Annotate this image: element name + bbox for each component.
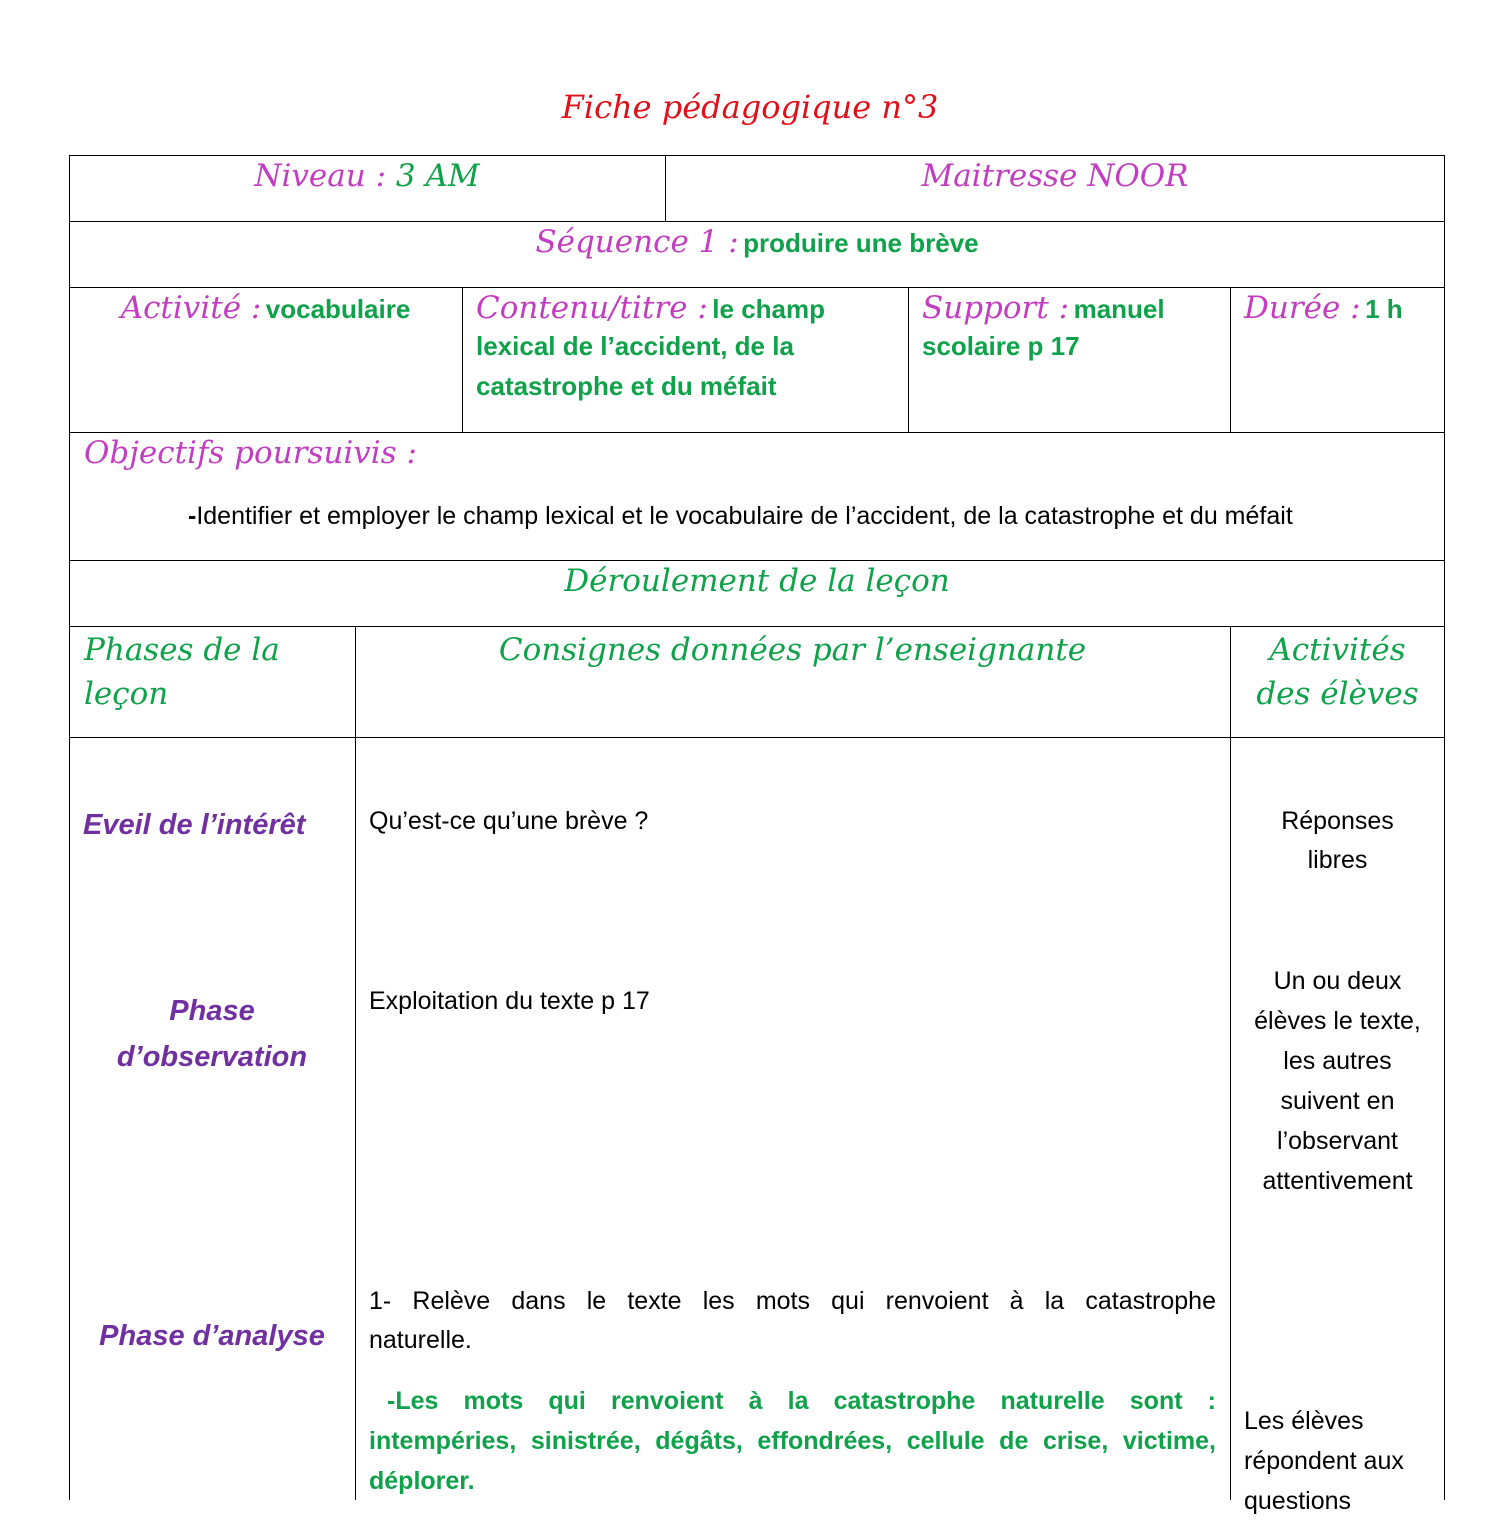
divider-phases bbox=[355, 626, 356, 1500]
niveau-cell bbox=[69, 158, 665, 194]
consigne-analyse-answer-line3: déplorer. bbox=[369, 1467, 475, 1495]
activite-value: vocabulaire bbox=[265, 294, 411, 324]
objectifs-dash: - bbox=[188, 502, 197, 530]
phase-observation-1: Phase bbox=[169, 995, 255, 1027]
support-cell bbox=[922, 290, 1227, 366]
activite-observation-line: Un ou deux bbox=[1273, 967, 1402, 995]
duree-label: Durée : bbox=[1244, 290, 1361, 326]
col-header-phases-2: leçon bbox=[84, 676, 169, 712]
objectifs-text: Identifier et employer le champ lexical et le vocabulaire de l’accident, de la catastrophe et du méfait bbox=[196, 502, 1293, 530]
activite-eveil-1: Réponses bbox=[1281, 807, 1394, 835]
phase-observation-2: d’observation bbox=[116, 1041, 308, 1073]
consigne-analyse-answer-line2: intempéries, sinistrée, dégâts, effondrées, cellule de crise, victime, bbox=[369, 1427, 1216, 1455]
activite-observation-line: attentivement bbox=[1262, 1167, 1413, 1195]
activite-analyse-line: questions bbox=[1244, 1487, 1352, 1515]
consigne-analyse-answer bbox=[369, 1381, 1216, 1501]
col-header-phases bbox=[84, 628, 354, 716]
col-header-consignes: Consignes données par l’enseignante bbox=[498, 632, 1087, 668]
sequence-cell bbox=[69, 224, 1445, 260]
support-label: Support : bbox=[922, 290, 1070, 326]
teacher-name: Maitresse NOOR bbox=[921, 158, 1189, 194]
support-value-2: scolaire p 17 bbox=[922, 331, 1080, 361]
activite-eveil bbox=[1230, 802, 1445, 880]
phase-observation bbox=[69, 988, 355, 1080]
divider-activite bbox=[462, 287, 463, 433]
duree-value: 1 h bbox=[1365, 294, 1403, 324]
objectifs-label: Objectifs poursuivis : bbox=[84, 435, 417, 471]
consigne-observation: Exploitation du texte p 17 bbox=[369, 987, 650, 1015]
activite-observation-line: élèves le texte, bbox=[1254, 1007, 1421, 1035]
activite-cell bbox=[69, 290, 462, 326]
phase-analyse: Phase d’analyse bbox=[99, 1320, 325, 1352]
activite-label: Activité : bbox=[120, 290, 262, 326]
phase-eveil: Eveil de l’intérêt bbox=[83, 809, 306, 841]
duree-cell bbox=[1244, 290, 1442, 326]
activite-observation-line: les autres bbox=[1283, 1047, 1392, 1075]
consigne-eveil: Qu’est-ce qu’une brève ? bbox=[369, 807, 649, 835]
support-value-1: manuel bbox=[1073, 294, 1165, 324]
row-divider-2 bbox=[69, 287, 1445, 288]
consigne-analyse-q1-line1: 1- Relève dans le texte les mots qui renvoient à la catastrophe bbox=[369, 1287, 1216, 1315]
row-divider-1 bbox=[69, 221, 1445, 222]
deroulement-title: Déroulement de la leçon bbox=[564, 563, 950, 599]
row-divider-6 bbox=[69, 737, 1445, 738]
activite-analyse-line: Les élèves bbox=[1244, 1407, 1364, 1435]
consigne-analyse-q1 bbox=[369, 1282, 1216, 1360]
consigne-analyse-answer-line1: -Les mots qui renvoient à la catastrophe naturelle sont : bbox=[387, 1387, 1216, 1415]
consigne-analyse-q1-line2: naturelle. bbox=[369, 1326, 472, 1354]
row-divider-4 bbox=[69, 560, 1445, 561]
page-title: Fiche pédagogique n°3 bbox=[561, 88, 939, 126]
divider-contenu bbox=[908, 287, 909, 433]
divider-support bbox=[1230, 287, 1231, 433]
contenu-value-3: catastrophe et du méfait bbox=[476, 371, 777, 401]
contenu-value-1: le champ bbox=[712, 294, 825, 324]
row-divider-5 bbox=[69, 626, 1445, 627]
sequence-label: Séquence 1 : bbox=[535, 224, 739, 260]
contenu-value-2: lexical de l’accident, de la bbox=[476, 331, 794, 361]
niveau-label: Niveau : bbox=[254, 158, 387, 194]
activite-observation bbox=[1230, 961, 1445, 1201]
col-header-activites-1: Activités bbox=[1269, 632, 1406, 668]
activite-analyse-line: répondent aux bbox=[1244, 1447, 1404, 1475]
row-divider-3 bbox=[69, 432, 1445, 433]
niveau-value: 3 AM bbox=[395, 158, 480, 194]
sequence-value: produire une brève bbox=[743, 228, 979, 258]
col-header-activites bbox=[1230, 628, 1445, 716]
activite-analyse bbox=[1244, 1401, 1444, 1521]
table-border-top bbox=[69, 155, 1445, 156]
objectifs-text-line bbox=[188, 502, 1293, 531]
activite-observation-line: l’observant bbox=[1277, 1127, 1398, 1155]
col-header-phases-1: Phases de la bbox=[84, 632, 280, 668]
contenu-label: Contenu/titre : bbox=[476, 290, 708, 326]
contenu-cell bbox=[476, 290, 906, 406]
col-header-activites-2: des élèves bbox=[1256, 676, 1419, 712]
activite-observation-line: suivent en bbox=[1280, 1087, 1395, 1115]
activite-eveil-2: libres bbox=[1307, 846, 1368, 874]
